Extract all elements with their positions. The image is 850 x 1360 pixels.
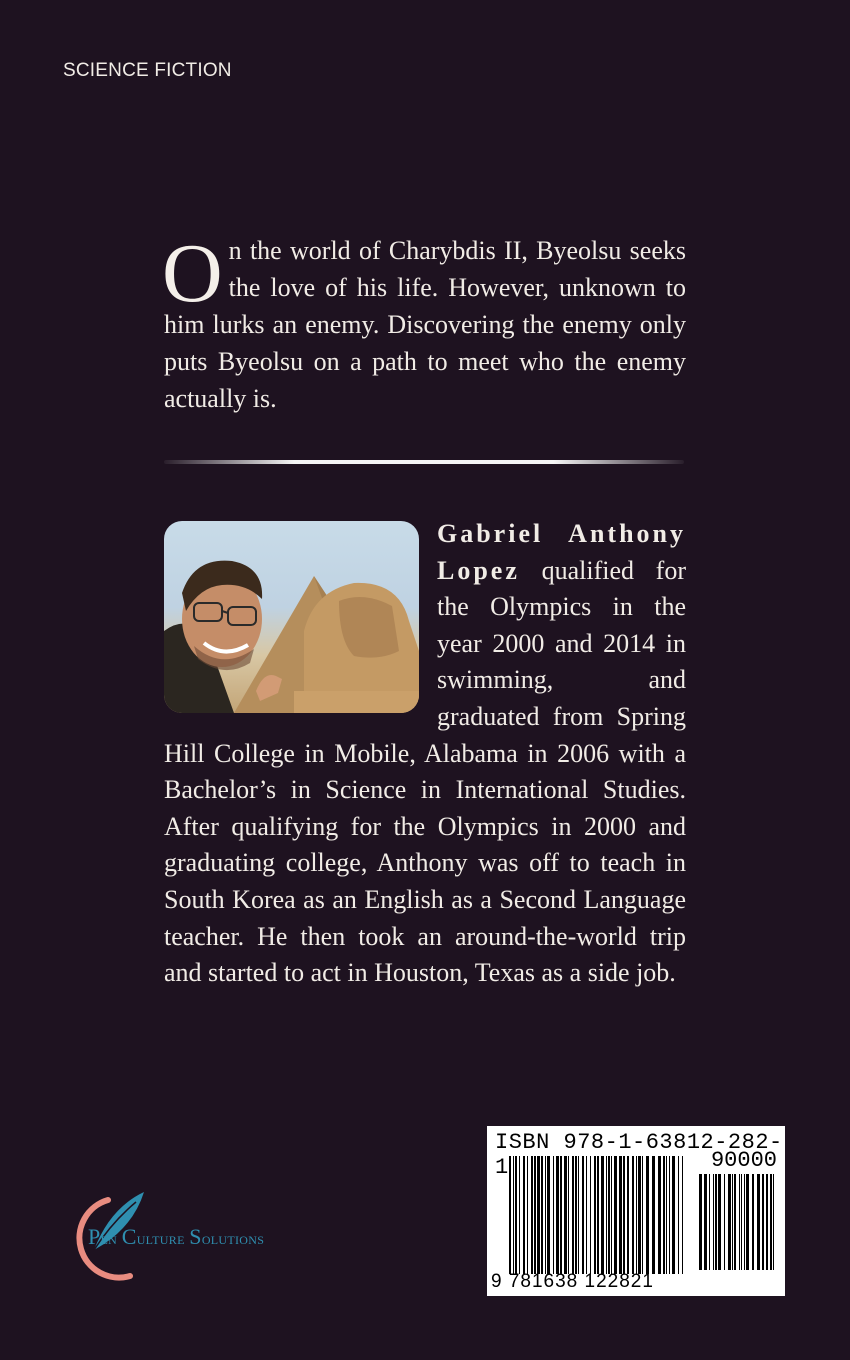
- barcode-bar: [699, 1174, 702, 1270]
- barcode-bar: [611, 1156, 612, 1274]
- barcode-bar: [766, 1174, 768, 1270]
- barcode-bar: [728, 1174, 731, 1270]
- barcode-bar: [597, 1156, 599, 1274]
- barcode-bar: [541, 1156, 543, 1274]
- barcode-bar: [547, 1156, 550, 1274]
- barcode-bar: [773, 1174, 774, 1270]
- barcode-bar: [658, 1156, 661, 1274]
- barcode-bar: [632, 1156, 634, 1274]
- barcode-bar: [744, 1174, 745, 1270]
- barcode-bar: [638, 1156, 641, 1274]
- barcode-bar: [627, 1156, 629, 1274]
- author-name: Gabriel Anthony Lopez: [437, 519, 686, 585]
- blurb-text: n the world of Charybdis II, Byeolsu seeks the love of his life. However, unknown to him lurks an enemy. Discovering the enemy only puts Byeolsu on a path to meet who the enemy actually is.: [164, 236, 686, 413]
- barcode-bar: [553, 1156, 554, 1274]
- barcode-bar: [623, 1156, 625, 1274]
- publisher-name: Pen Culture Solutions: [88, 1224, 265, 1249]
- barcode-bar: [568, 1156, 569, 1274]
- barcode-bar: [560, 1156, 562, 1274]
- barcode-bar: [715, 1174, 717, 1270]
- barcode-bar: [572, 1156, 574, 1274]
- barcode-bar: [601, 1156, 604, 1274]
- barcode-bar: [739, 1174, 740, 1270]
- author-photo-image: [164, 521, 419, 713]
- barcode-addon-bars: [699, 1174, 779, 1270]
- barcode-bar: [678, 1156, 679, 1274]
- publisher-logo: [60, 1186, 340, 1282]
- barcode-bar: [519, 1156, 520, 1274]
- barcode-bar: [582, 1156, 584, 1274]
- barcode-bar: [704, 1174, 707, 1270]
- barcode-bar: [672, 1156, 675, 1274]
- barcode-bar: [770, 1174, 772, 1270]
- barcode-bar: [734, 1174, 736, 1270]
- barcode-bar: [732, 1174, 733, 1270]
- barcode-bar: [608, 1156, 610, 1274]
- genre-label: SCIENCE FICTION: [63, 60, 232, 81]
- barcode-bar: [746, 1174, 749, 1270]
- barcode-bar: [531, 1156, 533, 1274]
- bio-text: qualified for the Olympics in the year 2000 and 2014 in swimming, and graduated from Spring Hill College in Mobile, Alabama in 2006 with a Bachelor’s in Science in International Studies. After qualifying for the Olympics in 2000 and graduating college, Anthony was off to teach in South Korea as an English as a Second Language teacher. He then took an around-the-world trip and started to act in Houston, Texas as a side job.: [164, 555, 686, 988]
- barcode-bar: [666, 1156, 667, 1274]
- barcode-bar: [663, 1156, 665, 1274]
- barcode-bar: [564, 1156, 567, 1274]
- price-code: 90000: [710, 1148, 777, 1173]
- barcode-bar: [762, 1174, 764, 1270]
- barcode-bar: [534, 1156, 536, 1274]
- barcode-bar: [515, 1156, 517, 1274]
- barcode-bar: [642, 1156, 643, 1274]
- isbn-label: ISBN 978-1-63812-282-1: [495, 1130, 783, 1180]
- barcode-main-bars: [509, 1156, 684, 1274]
- isbn-digits: 9 781638 122821: [491, 1271, 654, 1292]
- barcode-bar: [523, 1156, 525, 1274]
- author-photo: [164, 521, 419, 713]
- barcode-bar: [741, 1174, 742, 1270]
- barcode-bar: [537, 1156, 540, 1274]
- barcode-bar: [575, 1156, 577, 1274]
- barcode-bar: [590, 1156, 591, 1274]
- isbn-barcode: [487, 1126, 785, 1296]
- barcode-bar: [619, 1156, 622, 1274]
- barcode-bar: [682, 1156, 683, 1274]
- barcode-bar: [509, 1156, 511, 1274]
- blurb-dropcap: O: [162, 227, 223, 320]
- barcode-bar: [718, 1174, 721, 1270]
- barcode-bar: [594, 1156, 596, 1274]
- barcode-bar: [578, 1156, 579, 1274]
- barcode-bar: [527, 1156, 528, 1274]
- barcode-bar: [752, 1174, 754, 1270]
- barcode-bar: [652, 1156, 655, 1274]
- barcode-bar: [513, 1156, 514, 1274]
- barcode-bar: [586, 1156, 587, 1274]
- barcode-bar: [646, 1156, 649, 1274]
- barcode-bar: [636, 1156, 637, 1274]
- barcode-bar: [556, 1156, 559, 1274]
- barcode-bar: [614, 1156, 617, 1274]
- barcode-bar: [545, 1156, 546, 1274]
- author-bio: [164, 516, 686, 992]
- book-blurb: [162, 227, 686, 417]
- barcode-bar: [709, 1174, 710, 1270]
- barcode-bar: [724, 1174, 725, 1270]
- barcode-bar: [757, 1174, 760, 1270]
- section-divider: [164, 460, 684, 464]
- barcode-bar: [606, 1156, 607, 1274]
- barcode-bar: [713, 1174, 714, 1270]
- barcode-bar: [669, 1156, 670, 1274]
